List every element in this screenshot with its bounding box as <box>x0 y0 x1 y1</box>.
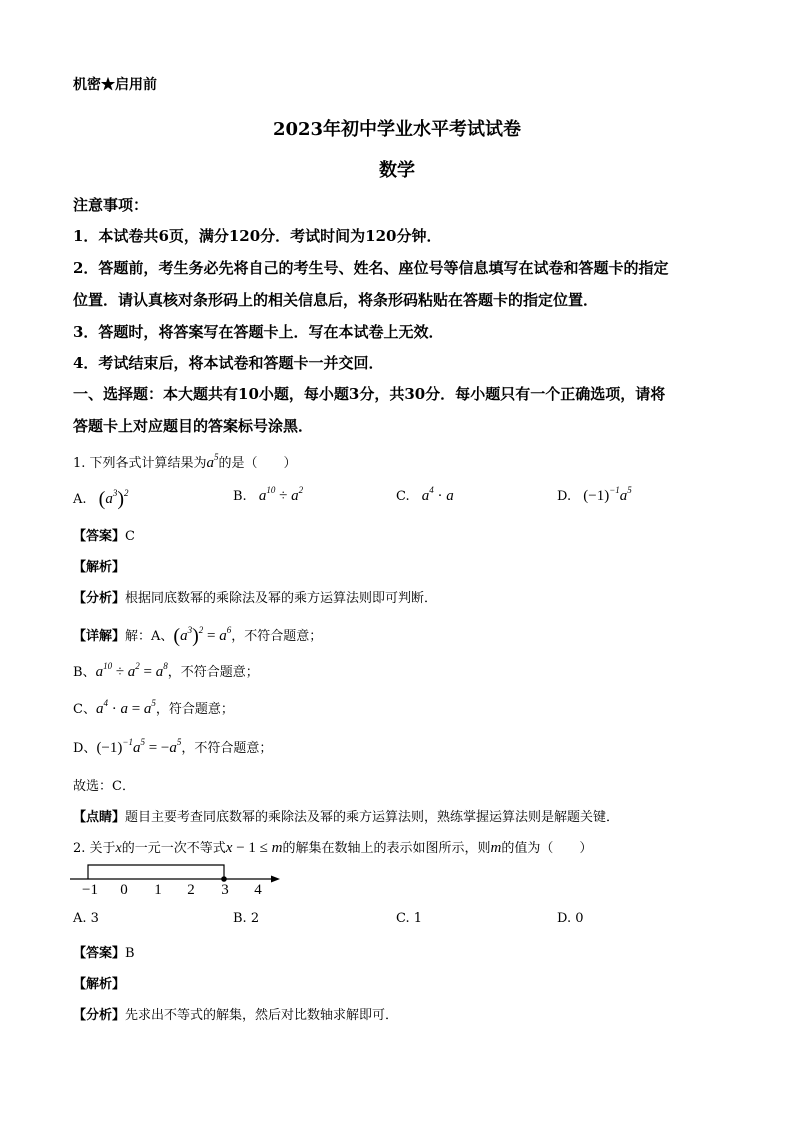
notice-item-2: 2．答题前，考生务必先将自己的考生号、姓名、座位号等信息填写在试卷和答题卡的指定 <box>73 259 669 277</box>
q1-answer-tag: 【答案】 <box>73 529 126 544</box>
q1-fenxi <box>73 587 437 606</box>
q1-stem-post: 的是（ ） <box>218 456 297 471</box>
section-heading: 一、选择题：本大题共有10小题，每小题3分，共30分．每小题只有一个正确选项，请将 <box>73 385 666 403</box>
q2-jiexi: 【解析】 <box>73 977 126 992</box>
notice-item-1: 1．本试卷共6页，满分120分．考试时间为120分钟． <box>73 227 442 245</box>
q2-stem-2: 的一元一次不等式 <box>121 841 226 856</box>
notice-item-2-cont: 位置．请认真核对条形码上的相关信息后，将条形码粘贴在答题卡的指定位置． <box>73 291 599 309</box>
notice-item-3: 3．答题时，将答案写在答题卡上．写在本试卷上无效． <box>73 323 444 341</box>
q1-fenxi-tag: 【分析】 <box>73 591 126 606</box>
q1-detail-a-expr: $(a^3)^2 = a^6$ <box>173 625 232 647</box>
q1-detail-d <box>73 737 272 757</box>
q2-option-b: B. 2 <box>233 911 260 926</box>
q1-detail-b-verdict: ，不符合题意； <box>167 665 259 680</box>
q2-option-d: D. 0 <box>557 911 584 926</box>
q2-fenxi-text: 先求出不等式的解集，然后对比数轴求解即可． <box>125 1008 399 1023</box>
subject-title: 数学 <box>379 160 415 181</box>
q1-option-c-label: C. <box>396 489 410 504</box>
number-line-arrow <box>271 876 280 883</box>
q1-detail-d-verdict: ，不符合题意； <box>181 741 273 756</box>
axis-tick-label: 2 <box>187 882 195 897</box>
q1-detail-d-expr: $(-1)^{-1}a^5 = -a^5$ <box>96 737 182 756</box>
q1-option-b-expr: $a^{10} \div a^2$ <box>258 485 304 504</box>
q2-fenxi <box>73 1004 398 1023</box>
q1-answer <box>73 525 135 544</box>
q2-stem-1: 2. 关于 <box>73 841 116 856</box>
q1-detail-a-pre: 解：A、 <box>125 629 174 644</box>
axis-tick-label: 0 <box>120 882 128 897</box>
q1-option-a-expr: $(a^3)^2$ <box>98 488 129 510</box>
q1-option-d-label: D. <box>557 489 572 504</box>
axis-tick-label: 3 <box>221 882 229 897</box>
q1-detail-a-verdict: ，不符合题意； <box>231 629 323 644</box>
q2-option-c: C. 1 <box>396 911 423 926</box>
axis-tick-label: 1 <box>154 882 162 897</box>
q1-dianjing-text: 题目主要考查同底数幂的乘除法及幂的乘方运算法则，熟练掌握运算法则是解题关键． <box>125 810 620 825</box>
solution-endpoint-dot <box>221 876 227 882</box>
q1-stem-expr: $a^5$ <box>206 452 219 471</box>
number-line <box>68 855 288 897</box>
q1-conclusion: 故选：C． <box>73 779 135 794</box>
q1-option-c <box>396 485 454 505</box>
q2-stem-3: 的解集在数轴上的表示如图所示，则 <box>282 841 491 856</box>
q2-inequality: x − 1 ≤ m <box>225 840 283 856</box>
q1-detail-c-expr: $a^4 \cdot a = a^5$ <box>95 698 156 717</box>
q2-stem-4: 的值为（ ） <box>501 841 593 856</box>
q1-option-a-label: A. <box>73 492 87 507</box>
question-2-stem <box>73 837 592 857</box>
q2-option-a: A. 3 <box>73 911 99 926</box>
notice-heading: 注意事项： <box>73 196 149 214</box>
q1-answer-value: C <box>125 529 135 544</box>
q1-option-a <box>73 488 129 511</box>
q1-detail-d-pre: D、 <box>73 741 97 756</box>
q1-option-c-expr: $a^4 \cdot a$ <box>421 485 454 504</box>
axis-tick-label: −1 <box>82 882 98 897</box>
q1-option-b <box>233 485 304 505</box>
notice-item-4: 4．考试结束后，将本试卷和答题卡一并交回． <box>73 354 384 372</box>
q1-dianjing-tag: 【点睛】 <box>73 810 126 825</box>
q2-answer-tag: 【答案】 <box>73 946 126 961</box>
question-1-stem <box>73 452 297 472</box>
section-heading-cont: 答题卡上对应题目的答案标号涂黑． <box>73 417 314 435</box>
q1-detail-b <box>73 661 259 681</box>
q1-dianjing <box>73 806 619 825</box>
q1-fenxi-text: 根据同底数幂的乘除法及幂的乘方运算法则即可判断． <box>125 591 438 606</box>
q1-option-d-expr: $(-1)^{-1}a^5$ <box>583 485 632 504</box>
solution-set-bracket <box>88 865 224 879</box>
q1-detail-c <box>73 698 234 718</box>
q1-option-b-label: B. <box>233 489 247 504</box>
q2-fenxi-tag: 【分析】 <box>73 1008 126 1023</box>
q1-option-d <box>557 485 632 505</box>
q2-var-x: x <box>115 841 122 856</box>
q1-detail-a <box>73 625 322 648</box>
q2-var-m: m <box>490 840 502 856</box>
exam-title: 2023年初中学业水平考试试卷 <box>272 119 522 140</box>
q1-detail-b-pre: B、 <box>73 665 96 680</box>
q1-detail-c-verdict: ，符合题意； <box>155 702 234 717</box>
q2-answer-value: B <box>125 946 135 961</box>
q1-detail-tag: 【详解】 <box>73 629 126 644</box>
axis-tick-label: 4 <box>254 882 262 897</box>
q2-answer <box>73 942 135 961</box>
q1-stem-pre: 1. 下列各式计算结果为 <box>73 456 207 471</box>
q1-jiexi: 【解析】 <box>73 560 126 575</box>
confidential-label: 机密★启用前 <box>73 77 157 93</box>
q1-detail-b-expr: $a^{10} \div a^2 = a^8$ <box>95 661 168 680</box>
q1-detail-c-pre: C、 <box>73 702 96 717</box>
